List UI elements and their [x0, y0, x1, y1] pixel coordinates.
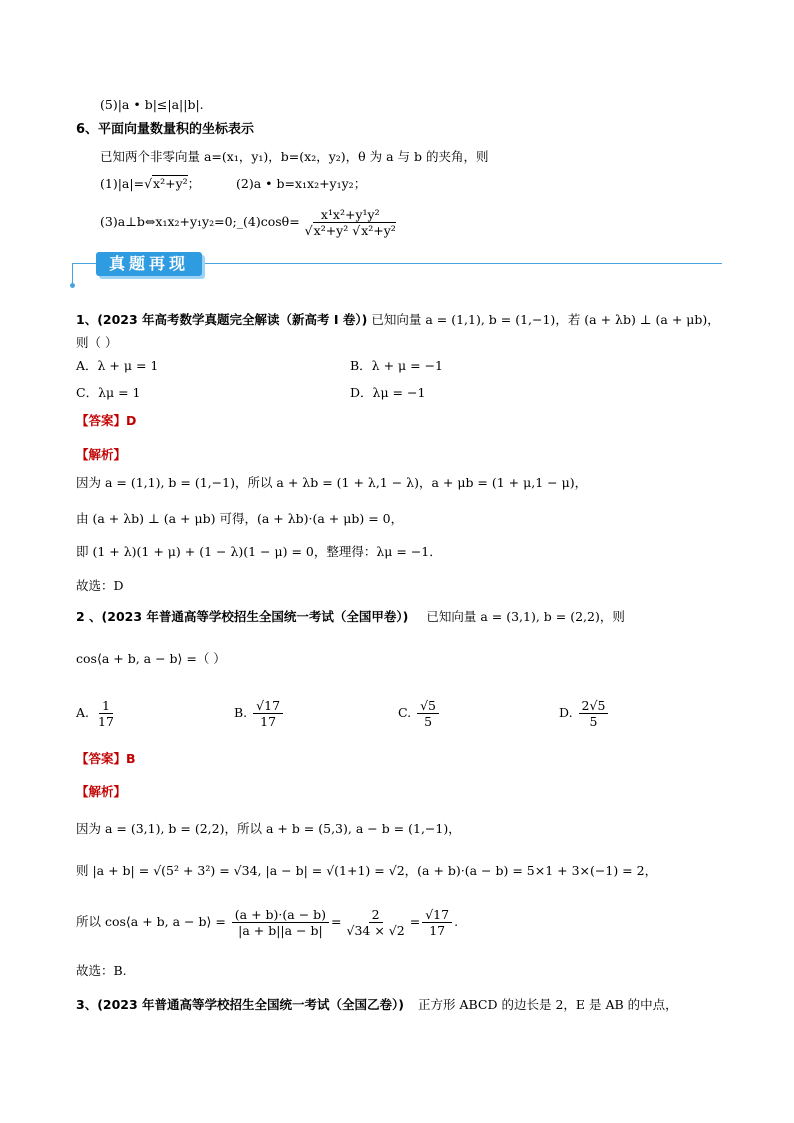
q2-option-b-label: B. [234, 705, 248, 720]
q2-option-a [76, 695, 119, 731]
formula-1-prefix: (1)|a|= [100, 176, 145, 191]
property-5: (5)|a • b|≤|a||b|. [100, 97, 204, 112]
q1-option-b: B．λ + μ = −1 [350, 358, 443, 373]
q1-header [76, 311, 720, 329]
q1-stem: 已知向量 a = (1,1), b = (1,−1)，若 (a + λb) ⊥ (a + μb)， [371, 312, 720, 327]
q3-source: 3、(2023 年普通高等学校招生全国统一考试（全国乙卷）) [76, 997, 405, 1012]
q2-option-b-num: √17 [253, 698, 283, 714]
q2-frac1-den: |a + b||a − b| [238, 923, 323, 938]
q2-frac2-den: √34 × √2 [346, 923, 405, 938]
q2-header [76, 608, 625, 626]
q2-analysis-tag: 【解析】 [76, 784, 127, 799]
q1-answer: 【答案】D [76, 413, 137, 428]
q2-frac3-num: √17 [422, 907, 452, 923]
q1-option-a: A．λ + μ = 1 [76, 358, 159, 373]
q2-frac2-num: 2 [369, 907, 383, 923]
q1-choice: 故选：D [76, 578, 124, 593]
formula-1-radicand: x²+y² [153, 176, 188, 191]
formula-4-den-b: x²+y² [361, 223, 396, 238]
section-6-title: 6、平面向量数量积的坐标表示 [76, 122, 255, 137]
q2-frac1-num: (a + b)·(a − b) [232, 907, 329, 923]
q2-option-c-num: √5 [417, 698, 439, 714]
q1-solution-3: 即 (1 + λ)(1 + μ) + (1 − λ)(1 − μ) = 0，整理得：λμ = −1． [76, 544, 442, 559]
q2-solution-2: 则 |a + b| = √(5² + 3²) = √34, |a − b| = √(1+1) = √2，(a + b)·(a − b) = 5×1 + 3×(−1) = 2， [76, 863, 658, 878]
q2-option-a-label: A. [76, 705, 90, 720]
q2-option-b-den: 17 [260, 714, 277, 729]
formula-4-numerator: x¹x²+y¹y² [318, 207, 383, 223]
formula-4-denominator: √x²+y² √x²+y² [304, 223, 396, 238]
formula-1: (1)|a|=√x²+y²； [100, 176, 201, 191]
formula-4-den-a: x²+y² [313, 223, 349, 238]
q2-stem: 已知向量 a = (3,1), b = (2,2)，则 [426, 609, 625, 624]
formula-1-suffix: ； [187, 176, 201, 191]
q2-option-b [234, 695, 285, 731]
q2-source: 2 、(2023 年普通高等学校招生全国统一考试（全国甲卷）) [76, 609, 409, 624]
formula-3-4 [100, 207, 401, 238]
q2-frac3-den: 17 [429, 923, 446, 938]
q2-option-a-num: 1 [99, 698, 113, 714]
q2-solution-3-prefix: 所以 cos⟨a + b, a − b⟩ = [76, 914, 226, 929]
q2-solution-1: 因为 a = (3,1), b = (2,2)，所以 a + b = (5,3), a − b = (1,−1)， [76, 821, 461, 836]
q2-option-d-label: D. [559, 705, 573, 720]
q2-option-d [559, 695, 610, 731]
q2-option-c-den: 5 [424, 714, 433, 729]
q2-option-d-den: 5 [589, 714, 598, 729]
q1-stem-end: 则（ ） [76, 335, 118, 350]
q1-option-c: C．λμ = 1 [76, 385, 141, 400]
q1-solution-2: 由 (a + λb) ⊥ (a + μb) 可得，(a + λb)·(a + μb) = 0， [76, 511, 404, 526]
q3-header [76, 996, 678, 1014]
section-banner: 真题再现 [96, 252, 202, 276]
q2-option-c [398, 695, 441, 731]
q3-stem: 正方形 ABCD 的边长是 2，E 是 AB 的中点， [418, 997, 678, 1012]
section-6-intro: 已知两个非零向量 a=(x₁，y₁)，b=(x₂，y₂)，θ 为 a 与 b 的夹角，则 [100, 149, 489, 164]
q2-option-c-label: C. [398, 705, 412, 720]
q2-answer: 【答案】B [76, 751, 136, 766]
q1-source: 1、(2023 年高考数学真题完全解读（新高考 I 卷）) [76, 312, 368, 327]
q1-option-d: D．λμ = −1 [350, 385, 426, 400]
q2-stem-end: cos⟨a + b, a − b⟩ =（ ） [76, 651, 226, 666]
q1-analysis-tag: 【解析】 [76, 447, 127, 462]
divider-tick [72, 263, 73, 285]
q2-option-d-num: 2√5 [579, 698, 609, 714]
formula-2: (2)a • b=x₁x₂+y₁y₂； [236, 176, 367, 191]
q2-option-a-den: 17 [98, 714, 114, 729]
q2-solution-3: 所以 cos⟨a + b, a − b⟩ = $\frac{(a + b)\cdot(a - b)}{|a + b||a - b|}$ = $\frac{2}{√34 \times √2}$ = $\frac{√17}{17}$ . [76, 907, 459, 938]
q1-solution-1: 因为 a = (1,1), b = (1,−1)，所以 a + λb = (1 + λ,1 − λ)，a + μb = (1 + μ,1 − μ)， [76, 475, 588, 490]
formula-3-text: (3)a⊥b⇔x₁x₂+y₁y₂=0;_(4)cosθ= [100, 214, 300, 229]
q2-choice: 故选：B. [76, 963, 127, 978]
divider-dot [70, 283, 75, 288]
formula-4-fraction [302, 207, 399, 238]
